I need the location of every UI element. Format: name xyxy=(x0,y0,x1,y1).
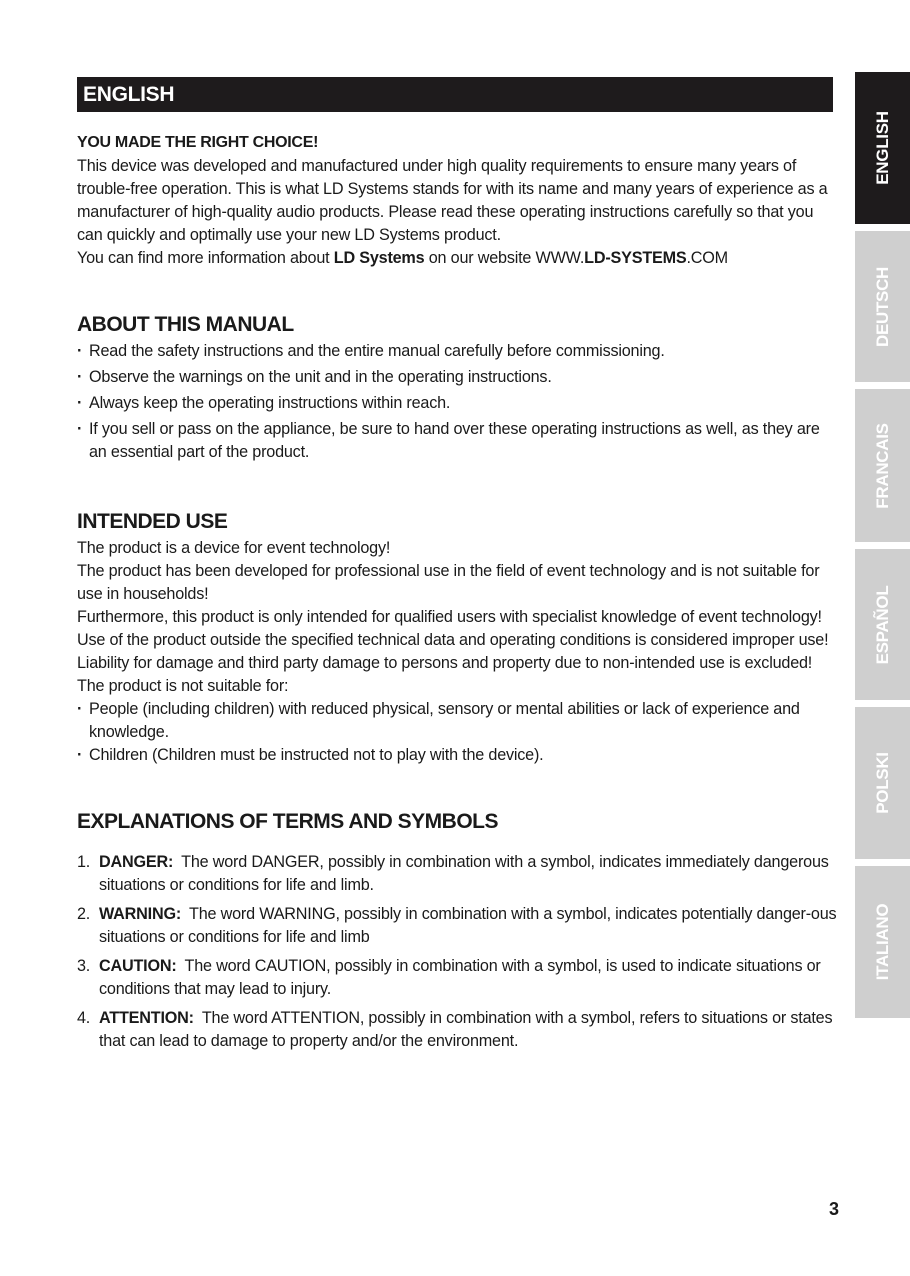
term-number: 2. xyxy=(77,905,91,923)
term-item xyxy=(77,955,837,1001)
header-title: ENGLISH xyxy=(83,83,175,106)
tab-francais[interactable]: FRANCAIS xyxy=(855,389,910,542)
terms-heading: EXPLANATIONS OF TERMS AND SYMBOLS xyxy=(77,810,499,833)
tab-espanol[interactable]: ESPAÑOL xyxy=(855,549,910,700)
term-label: ATTENTION: xyxy=(99,1009,194,1027)
term-text: The word WARNING, possibly in combination with a symbol, indicates potentially danger-ous situations or conditions for life and limb xyxy=(99,905,837,946)
list-item: · Always keep the operating instructions within reach. xyxy=(77,392,837,415)
intended-use-p4: Use of the product outside the specified technical data and operating conditions is considered improper use! Liability for damage and third party damage to persons and property due to non-intended use is excluded! xyxy=(77,631,829,672)
intended-use-p5: The product is not suitable for: xyxy=(77,677,289,695)
intro-text: This device was developed and manufactured under high quality requirements to ensure many years of trouble-free operation. This is what LD Systems stands for with its name and many years of experience as a manufacturer of high-quality audio products. Please read these operating instructions carefully so that you can quickly and optimally use your new LD Systems product. xyxy=(77,157,828,244)
terms-list xyxy=(77,851,837,1053)
intro-more-info xyxy=(77,247,837,270)
term-number: 3. xyxy=(77,957,91,975)
website-domain: LD-SYSTEMS xyxy=(584,249,687,267)
term-text: The word CAUTION, possibly in combination with a symbol, is used to indicate situations or conditions that may lead to injury. xyxy=(99,957,821,998)
tab-polski[interactable]: POLSKI xyxy=(855,707,910,859)
list-item: · Observe the warnings on the unit and in the operating instructions. xyxy=(77,366,837,389)
intro-heading: YOU MADE THE RIGHT CHOICE! xyxy=(77,134,319,151)
more-suffix: .COM xyxy=(686,249,728,267)
intended-use-p1: The product is a device for event technology! xyxy=(77,539,391,557)
intended-use-heading: INTENDED USE xyxy=(77,510,228,533)
brand-name: LD Systems xyxy=(333,249,425,267)
tab-italiano[interactable]: ITALIANO xyxy=(855,866,910,1018)
page-number: 3 xyxy=(829,1199,840,1219)
term-label: CAUTION: xyxy=(99,957,177,975)
term-number: 1. xyxy=(77,853,91,871)
term-item xyxy=(77,1007,837,1053)
section-header-bar xyxy=(77,77,833,112)
about-list xyxy=(77,340,837,464)
term-text: The word DANGER, possibly in combination with a symbol, indicates immediately dangerous situations or conditions for life and limb. xyxy=(99,853,829,894)
list-item: · People (including children) with reduced physical, sensory or mental abilities or lack of experience and knowledge. xyxy=(77,698,837,744)
page-content xyxy=(77,130,837,1059)
term-label: WARNING: xyxy=(99,905,182,923)
list-item: · Children (Children must be instructed not to play with the device). xyxy=(77,744,837,767)
more-prefix: You can find more information about xyxy=(77,249,334,267)
about-heading: ABOUT THIS MANUAL xyxy=(77,313,294,336)
list-item: · Read the safety instructions and the entire manual carefully before commissioning. xyxy=(77,340,837,363)
term-number: 4. xyxy=(77,1009,91,1027)
term-label: DANGER: xyxy=(99,853,174,871)
term-item xyxy=(77,851,837,897)
term-item xyxy=(77,903,837,949)
tab-english[interactable]: ENGLISH xyxy=(855,72,910,224)
tab-deutsch[interactable]: DEUTSCH xyxy=(855,231,910,382)
list-item: · If you sell or pass on the appliance, be sure to hand over these operating instructions as well, as they are an essential part of the product. xyxy=(77,418,837,464)
unsuitable-list xyxy=(77,698,837,767)
more-middle: on our website WWW. xyxy=(424,249,585,267)
intended-use-p3: Furthermore, this product is only intended for qualified users with specialist knowledge of event technology! xyxy=(77,608,822,626)
intended-use-p2: The product has been developed for professional use in the field of event technology and is not suitable for use in households! xyxy=(77,562,820,603)
term-text: The word ATTENTION, possibly in combination with a symbol, refers to situations or states that can lead to damage to property and/or the environment. xyxy=(99,1009,833,1050)
